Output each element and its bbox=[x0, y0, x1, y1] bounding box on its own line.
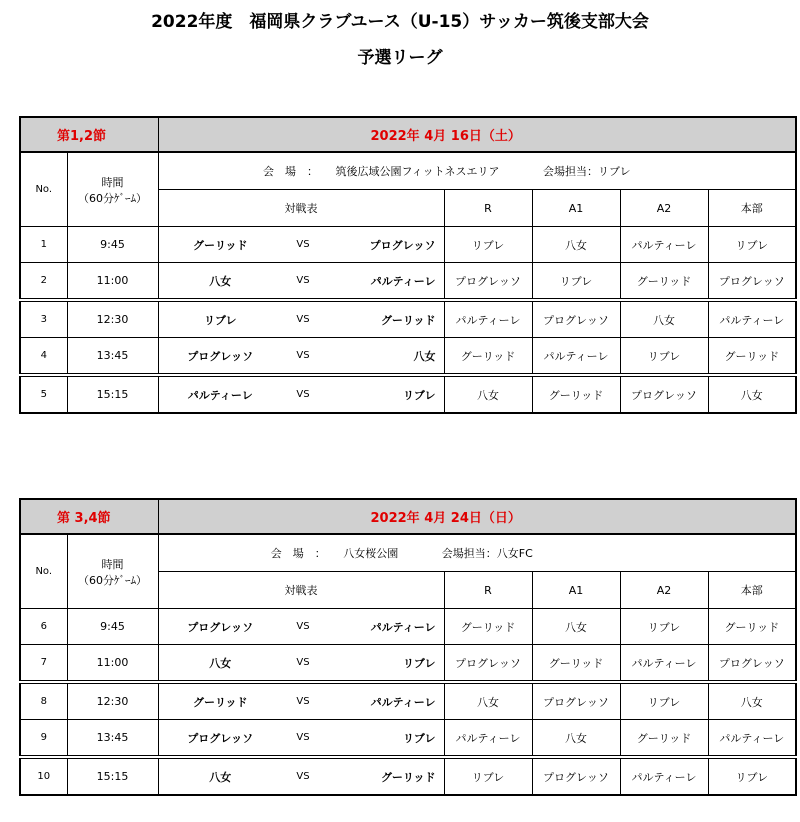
venue-manager: 会場担当：リブレ bbox=[543, 165, 631, 178]
header-time bbox=[67, 534, 158, 609]
referee-a2: パルティーレ bbox=[620, 645, 708, 683]
referee-r: パルティーレ bbox=[444, 720, 532, 758]
headquarters: グーリッド bbox=[708, 338, 796, 376]
home-team: グーリッド bbox=[158, 227, 282, 263]
referee-a1: プログレッソ bbox=[532, 300, 620, 338]
headquarters: パルティーレ bbox=[708, 300, 796, 338]
vs-label: VS bbox=[282, 338, 324, 376]
header-time-line1: 時間 bbox=[101, 557, 124, 571]
referee-a1: 八女 bbox=[532, 227, 620, 263]
match-row bbox=[20, 682, 796, 720]
header-no: No. bbox=[20, 152, 67, 227]
referee-a2: グーリッド bbox=[620, 263, 708, 301]
home-team: 八女 bbox=[158, 263, 282, 301]
referee-r: グーリッド bbox=[444, 338, 532, 376]
home-team: グーリッド bbox=[158, 682, 282, 720]
home-team: プログレッソ bbox=[158, 609, 282, 645]
vs-label: VS bbox=[282, 757, 324, 795]
referee-a1: パルティーレ bbox=[532, 338, 620, 376]
headquarters: 八女 bbox=[708, 682, 796, 720]
headquarters: リブレ bbox=[708, 757, 796, 795]
section-date: 2022年 4月 16日（土） bbox=[158, 117, 796, 152]
home-team: プログレッソ bbox=[158, 338, 282, 376]
headquarters: グーリッド bbox=[708, 609, 796, 645]
header-time-line2: （60分ｹﾞｰﾑ） bbox=[78, 191, 147, 205]
referee-r: プログレッソ bbox=[444, 263, 532, 301]
header-no: No. bbox=[20, 534, 67, 609]
match-no: 9 bbox=[20, 720, 67, 758]
referee-a1: 八女 bbox=[532, 609, 620, 645]
section-label: 第1,2節 bbox=[20, 117, 158, 152]
home-team: 八女 bbox=[158, 757, 282, 795]
referee-r: グーリッド bbox=[444, 609, 532, 645]
schedule-table-1 bbox=[19, 116, 797, 414]
headquarters: プログレッソ bbox=[708, 645, 796, 683]
home-team: 八女 bbox=[158, 645, 282, 683]
headquarters: 八女 bbox=[708, 375, 796, 413]
referee-a2: リブレ bbox=[620, 338, 708, 376]
home-team: リブレ bbox=[158, 300, 282, 338]
header-hq: 本部 bbox=[708, 572, 796, 609]
venue-manager: 会場担当：八女FC bbox=[441, 547, 533, 560]
match-row bbox=[20, 227, 796, 263]
match-time: 15:15 bbox=[67, 375, 158, 413]
match-time: 11:00 bbox=[67, 645, 158, 683]
header-a1: A1 bbox=[532, 190, 620, 227]
header-matchups: 対戦表 bbox=[158, 190, 444, 227]
match-row bbox=[20, 645, 796, 683]
header-a2: A2 bbox=[620, 190, 708, 227]
match-time: 12:30 bbox=[67, 682, 158, 720]
referee-a1: グーリッド bbox=[532, 645, 620, 683]
headquarters: プログレッソ bbox=[708, 263, 796, 301]
match-time: 15:15 bbox=[67, 757, 158, 795]
header-hq: 本部 bbox=[708, 190, 796, 227]
match-time: 12:30 bbox=[67, 300, 158, 338]
referee-a1: リブレ bbox=[532, 263, 620, 301]
match-time: 9:45 bbox=[67, 609, 158, 645]
vs-label: VS bbox=[282, 720, 324, 758]
match-row bbox=[20, 757, 796, 795]
match-time: 13:45 bbox=[67, 338, 158, 376]
header-matchups: 対戦表 bbox=[158, 572, 444, 609]
away-team: リブレ bbox=[324, 645, 444, 683]
match-no: 6 bbox=[20, 609, 67, 645]
match-no: 10 bbox=[20, 757, 67, 795]
referee-a1: 八女 bbox=[532, 720, 620, 758]
headquarters: リブレ bbox=[708, 227, 796, 263]
away-team: グーリッド bbox=[324, 300, 444, 338]
vs-label: VS bbox=[282, 300, 324, 338]
match-no: 5 bbox=[20, 375, 67, 413]
home-team: パルティーレ bbox=[158, 375, 282, 413]
match-no: 8 bbox=[20, 682, 67, 720]
schedule-table-2 bbox=[19, 498, 797, 796]
referee-a1: プログレッソ bbox=[532, 757, 620, 795]
referee-a2: グーリッド bbox=[620, 720, 708, 758]
match-row bbox=[20, 300, 796, 338]
match-row bbox=[20, 609, 796, 645]
match-time: 9:45 bbox=[67, 227, 158, 263]
venue-name: 八女桜公園 bbox=[343, 547, 399, 560]
match-no: 7 bbox=[20, 645, 67, 683]
match-no: 2 bbox=[20, 263, 67, 301]
vs-label: VS bbox=[282, 645, 324, 683]
referee-a2: パルティーレ bbox=[620, 227, 708, 263]
header-a2: A2 bbox=[620, 572, 708, 609]
away-team: パルティーレ bbox=[324, 682, 444, 720]
match-row bbox=[20, 338, 796, 376]
referee-a1: プログレッソ bbox=[532, 682, 620, 720]
match-row bbox=[20, 263, 796, 301]
header-time bbox=[67, 152, 158, 227]
match-row bbox=[20, 720, 796, 758]
document-subtitle: 予選リーグ bbox=[357, 48, 443, 68]
vs-label: VS bbox=[282, 227, 324, 263]
away-team: グーリッド bbox=[324, 757, 444, 795]
away-team: パルティーレ bbox=[324, 263, 444, 301]
venue-label: 会 場 ： bbox=[263, 165, 318, 178]
referee-r: 八女 bbox=[444, 682, 532, 720]
referee-r: パルティーレ bbox=[444, 300, 532, 338]
header-r: R bbox=[444, 190, 532, 227]
home-team: プログレッソ bbox=[158, 720, 282, 758]
venue-row bbox=[158, 534, 796, 572]
headquarters: パルティーレ bbox=[708, 720, 796, 758]
section-label: 第 3,4節 bbox=[20, 499, 158, 534]
document-title: 2022年度 福岡県クラブユース（U-15）サッカー筑後支部大会 bbox=[151, 12, 649, 32]
match-no: 4 bbox=[20, 338, 67, 376]
header-a1: A1 bbox=[532, 572, 620, 609]
vs-label: VS bbox=[282, 263, 324, 301]
venue-label: 会 場 ： bbox=[270, 547, 326, 560]
referee-r: リブレ bbox=[444, 757, 532, 795]
section-date: 2022年 4月 24日（日） bbox=[158, 499, 796, 534]
referee-a2: 八女 bbox=[620, 300, 708, 338]
vs-label: VS bbox=[282, 609, 324, 645]
away-team: リブレ bbox=[324, 720, 444, 758]
venue-row bbox=[158, 152, 796, 190]
match-time: 11:00 bbox=[67, 263, 158, 301]
referee-a1: グーリッド bbox=[532, 375, 620, 413]
away-team: 八女 bbox=[324, 338, 444, 376]
vs-label: VS bbox=[282, 375, 324, 413]
referee-r: プログレッソ bbox=[444, 645, 532, 683]
away-team: プログレッソ bbox=[324, 227, 444, 263]
referee-r: リブレ bbox=[444, 227, 532, 263]
away-team: パルティーレ bbox=[324, 609, 444, 645]
match-no: 3 bbox=[20, 300, 67, 338]
match-row bbox=[20, 375, 796, 413]
away-team: リブレ bbox=[324, 375, 444, 413]
header-time-line2: （60分ｹﾞｰﾑ） bbox=[78, 573, 147, 587]
referee-a2: リブレ bbox=[620, 609, 708, 645]
referee-a2: パルティーレ bbox=[620, 757, 708, 795]
referee-r: 八女 bbox=[444, 375, 532, 413]
header-r: R bbox=[444, 572, 532, 609]
vs-label: VS bbox=[282, 682, 324, 720]
match-no: 1 bbox=[20, 227, 67, 263]
referee-a2: リブレ bbox=[620, 682, 708, 720]
match-time: 13:45 bbox=[67, 720, 158, 758]
header-time-line1: 時間 bbox=[101, 175, 124, 189]
venue-name: 筑後広域公園フィットネスエリア bbox=[335, 165, 500, 178]
referee-a2: プログレッソ bbox=[620, 375, 708, 413]
